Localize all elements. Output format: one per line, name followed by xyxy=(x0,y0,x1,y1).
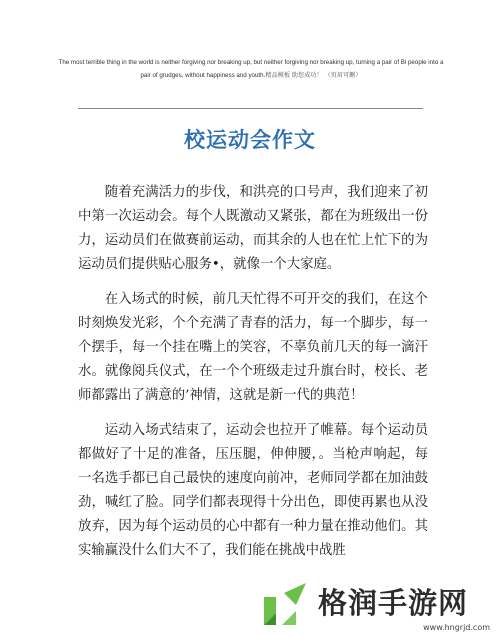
header-template-note: 精品模板 助您成功！ （页眉可删） xyxy=(265,72,362,79)
paragraph-3: 运动入场式结束了，运动会也拉开了帷幕。每个运动员都做好了十足的准备，压压腿，伸伸腰，。当枪声响起，每一名选手都已自己最快的速度向前冲，老师同学都在加油鼓劲，喊红了脸。同学们都表现得十分出色，即使再累也从没放弃，因为每个运动员的心中都有一种力量在推动他们。其实输赢没什么们大不了，我们能在挑战中战胜 xyxy=(78,423,428,558)
paragraph-1: 随着充满活力的步伐，和洪亮的口号声，我们迎来了初中第一次运动会。每个人既激动又紧张，都在为班级出一份力，运动员们在做赛前运动，而其余的人也在忙上忙下的为运动员们提供贴心服务•，就像一个大家庭。 xyxy=(78,185,428,272)
watermark-url: www.hngrjd.com xyxy=(423,623,490,632)
header-english-quote: The most terrible thing in the world is neither forgiving nor breaking up, but neither forgiving nor breaking up, turning a pair of Bi people into a pair of grudges, without happiness and youth. xyxy=(58,59,444,79)
watermark-brand-text: 格润手游网 xyxy=(318,586,469,620)
site-watermark xyxy=(256,575,500,638)
paragraph-2: 在入场式的时候，前几天忙得不可开交的我们，在这个时刻焕发光彩，个个充满了青春的活力，每一个脚步，每一个摆手，每一个挂在嘴上的笑容，不辜负前几天的每一滴汗水。就像阅兵仪式，在一个个班级走过升旗台时，校长、老师都露出了满意的’神情，这就是新一代的典范！ xyxy=(78,292,428,403)
page-header xyxy=(58,56,444,82)
document-title: 校运动会作文 xyxy=(184,127,316,152)
document-body xyxy=(78,181,428,574)
header-divider xyxy=(78,108,423,109)
green-arrow-logo-icon xyxy=(260,579,310,629)
